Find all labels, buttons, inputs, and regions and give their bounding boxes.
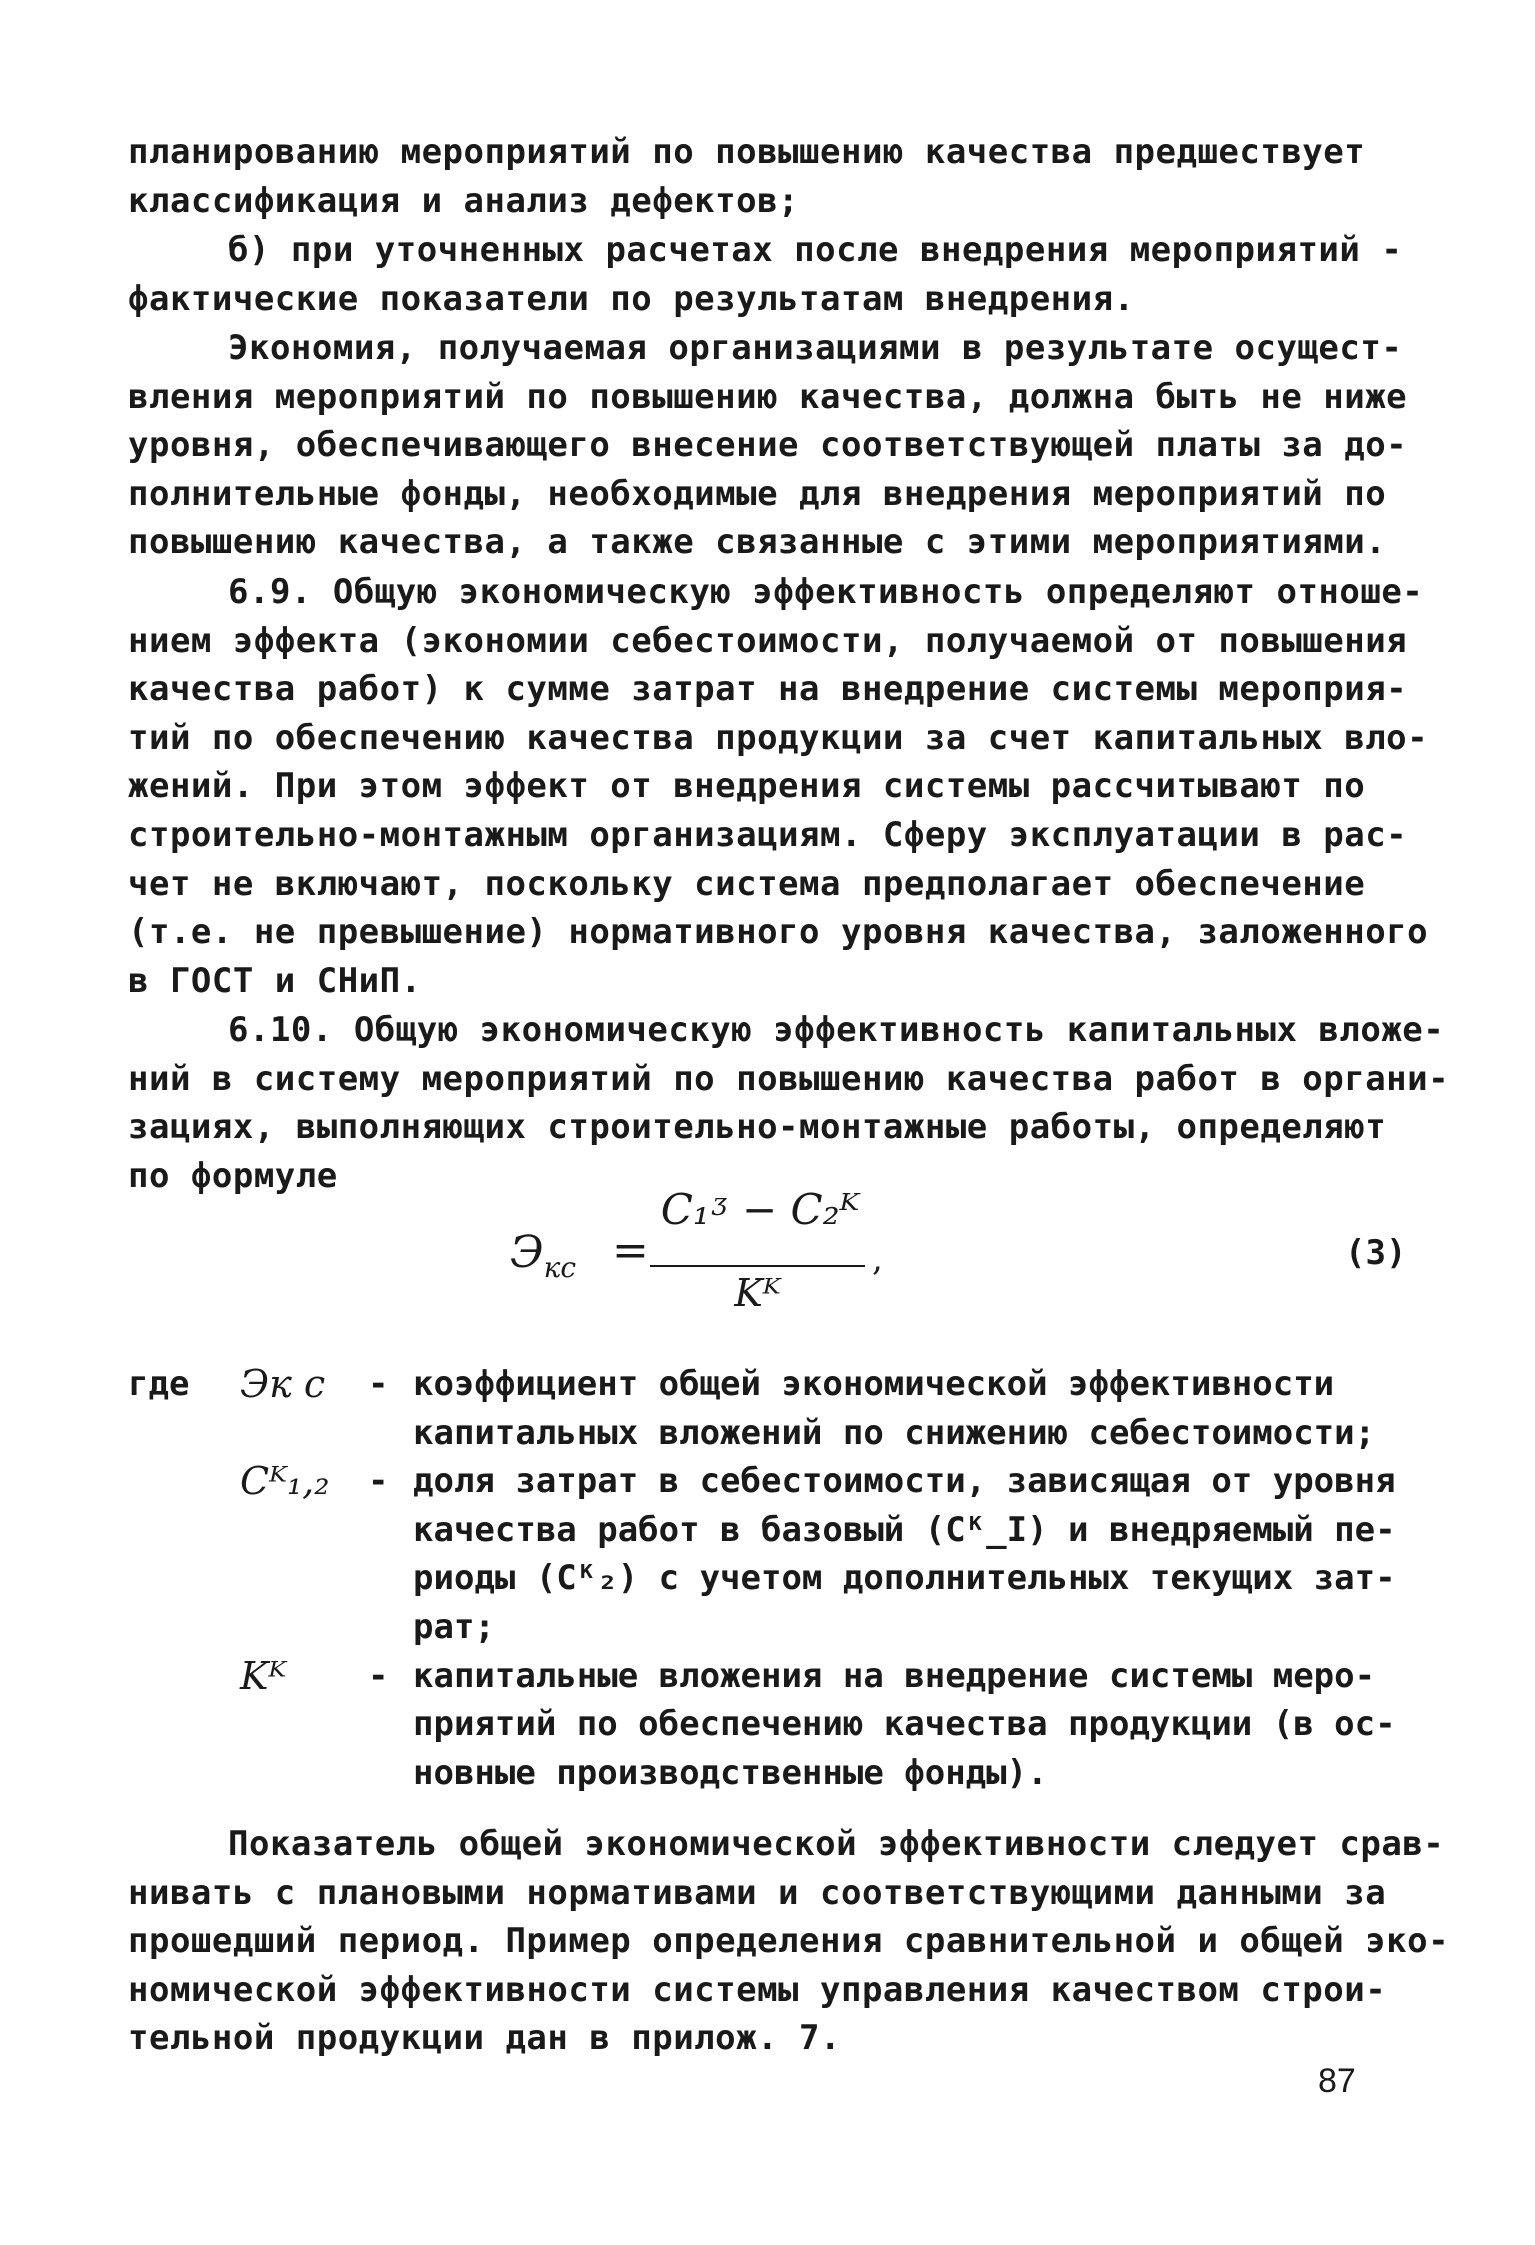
paragraph-6-10 <box>128 1006 1450 1200</box>
text-line: повышению качества, а также связанные с этими мероприятиями. <box>128 522 1387 563</box>
text-line: номической эффективности системы управления качеством строи- <box>128 1969 1387 2010</box>
definition-item <box>128 1652 1408 1798</box>
formula-lhs <box>510 1227 576 1284</box>
text-line: планированию мероприятий по повышению качества предшествует <box>128 132 1366 172</box>
text-line: тельной продукции дан в прилож. 7. <box>128 2018 841 2059</box>
text-line: чет не включают, поскольку система предполагает обеспечение <box>128 863 1366 904</box>
text-line: Экономия, получаемая организациями в результате осущест- <box>228 328 1403 368</box>
paragraph-6-9 <box>128 568 1429 1005</box>
definition-symbol: Эк с <box>240 1362 326 1406</box>
text-line: полнительные фонды, необходимые для внедрения мероприятий по <box>128 473 1387 514</box>
text-line: нием эффекта (экономии себестоимости, получаемой от повышения <box>128 620 1408 661</box>
definition-item <box>128 1457 1408 1651</box>
formula-denominator: Kᴷ <box>734 1271 781 1315</box>
text-line: 6.9. Общую экономическую эффективность определяют отноше- <box>228 572 1424 612</box>
text-line: ний в систему мероприятий по повышению качества работ в органи- <box>128 1058 1450 1099</box>
definition-dash: - <box>368 1655 389 1696</box>
text-line: б) при уточненных расчетах после внедрения мероприятий - <box>228 230 1403 270</box>
text-line: вления мероприятий по повышению качества, должна быть не ниже <box>128 376 1408 417</box>
text-line: риоды (Cᴷ₂) с учетом дополнительных текущих зат- <box>413 1558 1396 1599</box>
formula-3 <box>500 1185 1420 1325</box>
formula-comma: , <box>872 1239 883 1279</box>
text-line: тий по обеспечению качества продукции за счет капитальных вло- <box>128 717 1429 758</box>
definition-body <box>413 1457 1408 1651</box>
text-line: капитальных вложений по снижению себестоимости; <box>413 1412 1376 1453</box>
text-line: уровня, обеспечивающего внесение соответствующей платы за до- <box>128 425 1408 466</box>
text-line: рат; <box>413 1606 495 1647</box>
paragraph-economy <box>128 324 1408 567</box>
page-number: 87 <box>1318 2062 1356 2100</box>
paragraph-top <box>128 128 1408 225</box>
text-line: нивать с плановыми нормативами и соответствующими данными за <box>128 1872 1387 1913</box>
formula-lhs-symbol: Э <box>510 1227 544 1278</box>
formula-numerator: C₁ᶾ − C₂ᴷ <box>660 1185 860 1234</box>
text-line: качества работ) к сумме затрат на внедрение системы мероприя- <box>128 669 1408 710</box>
fraction-bar <box>650 1265 865 1267</box>
text-line: новные производственные фонды). <box>413 1752 1048 1793</box>
text-line: классификация и анализ дефектов; <box>128 180 800 221</box>
formula-lhs-subscript: кс <box>543 1250 577 1284</box>
text-line: фактические показатели по результатам внедрения. <box>128 278 1135 319</box>
text-line: зациях, выполняющих строительно-монтажные работы, определяют <box>128 1107 1387 1148</box>
text-line: в ГОСТ и СНиП. <box>128 960 422 1001</box>
definition-body <box>413 1360 1408 1457</box>
definition-symbol: Cᴷ₁,₂ <box>240 1459 330 1504</box>
text-line: по формуле <box>128 1155 338 1196</box>
definitions-list <box>128 1360 1408 1797</box>
where-label: где <box>128 1364 190 1404</box>
paragraph-final <box>128 1820 1450 2063</box>
text-line: коэффициент общей экономической эффективности <box>413 1364 1335 1404</box>
text-line: качества работ в базовый (Cᴷ_I) и внедряемый пе- <box>413 1509 1396 1550</box>
text-line: капитальные вложения на внедрение системы меро- <box>413 1655 1376 1696</box>
definition-symbol: Kᴷ <box>240 1653 287 1698</box>
text-line: прошедший период. Пример определения сравнительной и общей эко- <box>128 1921 1450 1962</box>
definition-dash: - <box>368 1461 389 1502</box>
text-line: 6.10. Общую экономическую эффективность капитальных вложе- <box>228 1010 1445 1050</box>
definition-item <box>128 1360 1408 1457</box>
text-line: строительно-монтажным организациям. Сферу эксплуатации в рас- <box>128 814 1408 855</box>
paragraph-b <box>128 226 1408 323</box>
text-line: доля затрат в себестоимости, зависящая от уровня <box>413 1461 1396 1502</box>
text-line: приятий по обеспечению качества продукции (в ос- <box>413 1704 1396 1745</box>
formula-equals: = <box>612 1225 649 1276</box>
definition-body <box>413 1652 1408 1798</box>
text-line: жений. При этом эффект от внедрения системы рассчитывают по <box>128 766 1366 807</box>
text-line: (т.е. не превышение) нормативного уровня качества, заложенного <box>128 912 1429 953</box>
text-line: Показатель общей экономической эффективности следует срав- <box>228 1824 1445 1864</box>
formula-number: (3) <box>1345 1233 1407 1273</box>
definition-dash: - <box>368 1364 389 1404</box>
